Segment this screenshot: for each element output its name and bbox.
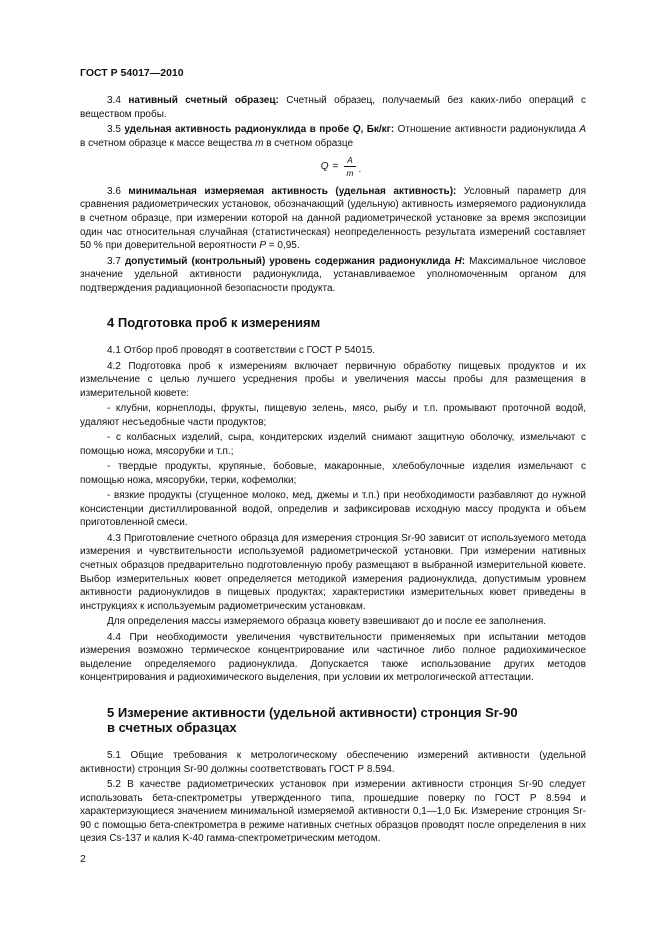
section-title-line-1: Измерение активности (удельной активности) стронция Sr-90 — [117, 704, 518, 720]
section-4-body — [80, 344, 586, 685]
list-marker: - — [107, 403, 111, 415]
definition-text: в счетном образце к массе вещества — [80, 137, 253, 149]
section-number: 5 — [107, 704, 115, 720]
term-end: : — [461, 255, 466, 267]
definition-3-6 — [80, 185, 586, 253]
list-marker: - — [107, 490, 111, 502]
formula-equals: = — [332, 161, 339, 173]
list-item-text: клубни, корнеплоды, фрукты, пищевую зелень, мясо, рыбу и т.п. промывают проточной водой, удаляют несъедобные части продуктов; — [80, 403, 586, 428]
clause-number: 4.3 — [107, 532, 121, 544]
paragraph-5-1 — [80, 749, 586, 776]
term: допустимый (контрольный) уровень содержания радионуклида — [124, 255, 451, 267]
paragraph-text: В качестве радиометрических установок при измерении активности стронция Sr-90 следует использовать бета-спектрометры утвержденного типа, прошедшие поверку по ГОСТ Р 8.594 и характеризующиеся значением минимальной измеряемой активности 0,1—1,0 Бк. Измерение стронция Sr-90 с помощью бета-спектрометра в режиме нативных счетных образцов проводят после определения в них цезия Cs-137 и калия K-40 гамма-спектрометрическим методом. — [80, 778, 586, 845]
definitions-section — [80, 94, 586, 295]
term-unit: , Бк/кг: — [360, 123, 395, 135]
term-symbol-q: Q — [352, 123, 361, 135]
definition-text: Счетный образец, получаемый без каких-либо операций с веществом пробы. — [80, 95, 586, 120]
section-title-line-2: в счетных образцах — [107, 719, 237, 735]
paragraph-text: При необходимости увеличения чувствительности применяемых при испытании методов измерения возможно термическое концентрирование или частичное либо полное радиохимическое выделение определяемого радионуклида. Допускается также использование других методов концентрирования и радиохимического выделения, при условии их метрологической аттестации. — [80, 631, 587, 684]
paragraph-4-3-note: Для определения массы измеряемого образца кювету взвешивают до и после ее заполнения. — [107, 616, 547, 628]
definition-text: Условный параметр для сравнения радиометрических установок, обозначающий (удельную) активность измеряемого радионуклида в счетном образце, при измерении которой на данной радиометрической установке за время экспозиции один час относительная случайная (статистическая) неопределенность результата измерений составляет 50 % при доверительной вероятности — [80, 185, 586, 252]
page-number: 2 — [80, 852, 86, 865]
definition-text: в счетном образце — [266, 137, 353, 149]
paragraph-text: Подготовка проб к измерениям включает первичную обработку пищевых продуктов и их измельчение с целью лучшего усреднения пробы и увеличения массы пробы для размещения в измерительной кювете: — [80, 360, 586, 399]
definition-3-4 — [80, 94, 586, 121]
paragraph-text: Приготовление счетного образца для измерения стронция Sr-90 зависит от используемого метода измерения и чувствительности используемой радиометрической установки. При измерении нативных счетных образцов предварительно подготовленную пробу размещают в выбранной измерительной кювете. Выбор измерительных кювет определяется методикой измерения радионуклида, допустимым уровнем активности радионуклидов в пищевых продуктах; характеристики измерительных кювет приведены в инструкциях к используемым радиометрическим установкам. — [80, 532, 586, 612]
formula-lhs: Q — [320, 161, 329, 173]
list-item — [80, 460, 586, 487]
section-5-body — [80, 749, 586, 846]
definition-3-5 — [80, 123, 586, 150]
term: удельная активность радионуклида в пробе — [124, 123, 350, 135]
clause-number: 3.6 — [107, 185, 121, 197]
definition-text: = 0,95. — [268, 240, 300, 252]
paragraph-4-2 — [80, 360, 586, 401]
formula-numerator: A — [344, 155, 356, 167]
definition-3-7 — [80, 255, 586, 296]
document-header: ГОСТ Р 54017—2010 — [80, 67, 184, 79]
formula-fraction — [343, 155, 356, 178]
formula-specific-activity — [80, 152, 586, 182]
paragraph-text: Отбор проб проводят в соответствии с ГОСТ Р 54015. — [123, 345, 376, 357]
symbol-m: m — [255, 137, 264, 149]
list-item — [80, 431, 586, 458]
page-content — [80, 66, 586, 866]
definition-text: Максимальное числовое значение удельной активности радионуклида, устанавливаемое уполномоченным органом для подтверждения радиационной безопасности продукта. — [80, 255, 586, 294]
clause-number: 4.4 — [107, 631, 121, 643]
section-5-heading — [80, 705, 586, 735]
term-symbol-h: H — [454, 255, 462, 267]
clause-number: 4.1 — [107, 345, 121, 357]
definition-text: Отношение активности радионуклида — [397, 123, 576, 135]
list-item — [80, 402, 586, 429]
formula-period: . — [358, 163, 362, 175]
symbol-a: A — [579, 123, 587, 135]
paragraph-text: Общие требования к метрологическому обеспечению измерений активности (удельной активности) стронция Sr-90 должны соответствовать ГОСТ Р 8.594. — [80, 749, 587, 775]
paragraph-5-2 — [80, 778, 586, 846]
section-title: Подготовка проб к измерениям — [117, 315, 321, 331]
clause-number: 3.7 — [107, 255, 121, 267]
list-item-text: с колбасных изделий, сыра, кондитерских изделий снимают защитную оболочку, измельчают с помощью ножа, мясорубки и т.п.; — [80, 432, 586, 457]
paragraph-4-1 — [80, 344, 586, 358]
formula-denominator: m — [346, 168, 354, 179]
term: минимальная измеряемая активность (удельная активность): — [128, 185, 457, 197]
section-4-heading — [80, 315, 586, 330]
section-number: 4 — [107, 315, 115, 331]
clause-number: 4.2 — [107, 360, 121, 372]
list-item-text: вязкие продукты (сгущенное молоко, мед, джемы и т.п.) при необходимости разбавляют до нужной консистенции дистиллированной водой, определив и зафиксировав исходную массу продукта и объем приготовленной смеси. — [80, 490, 587, 529]
list-marker: - — [107, 432, 111, 444]
clause-number: 5.1 — [107, 749, 121, 761]
clause-number: 5.2 — [107, 778, 121, 790]
list-marker: - — [107, 461, 111, 473]
paragraph-4-4 — [80, 631, 586, 685]
list-item-text: твердые продукты, крупяные, бобовые, макаронные, хлебобулочные изделия измельчают с помощью ножа, мясорубки, терки, кофемолки; — [80, 461, 586, 486]
paragraph-4-3 — [80, 532, 586, 614]
clause-number: 3.4 — [107, 95, 121, 106]
list-item — [80, 489, 586, 530]
clause-number: 3.5 — [107, 123, 121, 135]
symbol-p: P — [259, 240, 266, 252]
term: нативный счетный образец: — [128, 95, 279, 106]
